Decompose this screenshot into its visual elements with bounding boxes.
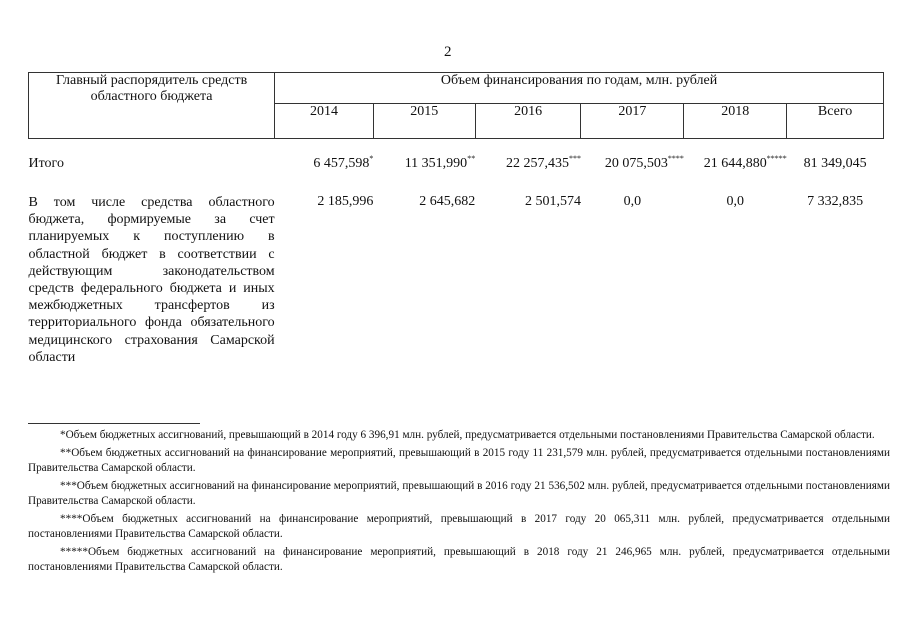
footnote-mark: *****	[766, 154, 787, 163]
header-year-2015: 2015	[373, 104, 475, 139]
footnote-3: ***Объем бюджетных ассигнований на финансирование мероприятий, превышающий в 2016 году 21 536,502 млн. рублей, предусматривается отдельными постановлениями Правительства Самарской области.	[28, 479, 890, 507]
footnote-1: *Объем бюджетных ассигнований, превышающий в 2014 году 6 396,91 млн. рублей, предусматривается отдельными постановлениями Правительства Самарской области.	[60, 429, 875, 441]
footnote-mark: *	[369, 154, 374, 163]
table-row-total	[29, 156, 884, 194]
footnote-divider	[28, 423, 200, 424]
value-2017: 0,0	[623, 194, 642, 209]
footnotes	[28, 428, 890, 578]
value-2016: 2 501,574	[524, 194, 581, 209]
value-2017: 20 075,503****	[604, 154, 684, 171]
footnote-mark: ****	[667, 154, 684, 163]
value-2016: 22 257,435***	[505, 154, 581, 171]
header-funding: Объем финансирования по годам, млн. рублей	[275, 73, 884, 104]
value-2018: 21 644,880*****	[703, 154, 787, 171]
page-number: 2	[444, 44, 452, 60]
value-2018: 0,0	[726, 194, 744, 209]
funding-table	[28, 72, 884, 366]
value-2014: 6 457,598*	[313, 154, 374, 171]
table-header-row	[29, 73, 884, 104]
footnote-mark: ***	[568, 154, 581, 163]
value-2015: 11 351,990**	[404, 154, 476, 171]
table-row-federal	[29, 194, 884, 366]
value-total: 7 332,835	[807, 194, 864, 209]
value-2015: 2 645,682	[419, 194, 476, 209]
header-year-2017: 2017	[581, 104, 684, 139]
row-label: Итого	[28, 156, 64, 171]
row-label: В том числе средства областного бюджета, формируемые за счет планируемых к поступлению в областной бюджет в соответствии с действующим законодательством средств федерального бюджета и иных межбюджетных трансфертов из территориального фонда обязательного медицинского страхования Самарской области	[28, 195, 275, 365]
footnote-2: **Объем бюджетных ассигнований на финансирование мероприятий, превышающий в 2015 году 11 231,579 млн. рублей, предусматривается отдельными постановлениями Правительства Самарской области.	[28, 446, 890, 474]
header-year-2016: 2016	[475, 104, 581, 139]
footnote-mark: **	[467, 154, 476, 163]
footnote-5: *****Объем бюджетных ассигнований на финансирование мероприятий, превышающий в 2018 году 21 246,965 млн. рублей, предусматривается отдельными постановлениями Правительства Самарской области.	[28, 545, 890, 573]
header-total: Всего	[787, 104, 884, 139]
header-year-2018: 2018	[684, 104, 787, 139]
footnote-4: ****Объем бюджетных ассигнований на финансирование мероприятий, превышающий в 2017 году 20 065,311 млн. рублей, предусматривается отдельными постановлениями Правительства Самарской области.	[28, 512, 890, 540]
header-year-2014: 2014	[275, 104, 374, 139]
header-distributor: Главный распорядитель средств областного бюджета	[29, 73, 275, 139]
value-total: 81 349,045	[803, 156, 867, 171]
value-2014: 2 185,996	[317, 194, 374, 209]
